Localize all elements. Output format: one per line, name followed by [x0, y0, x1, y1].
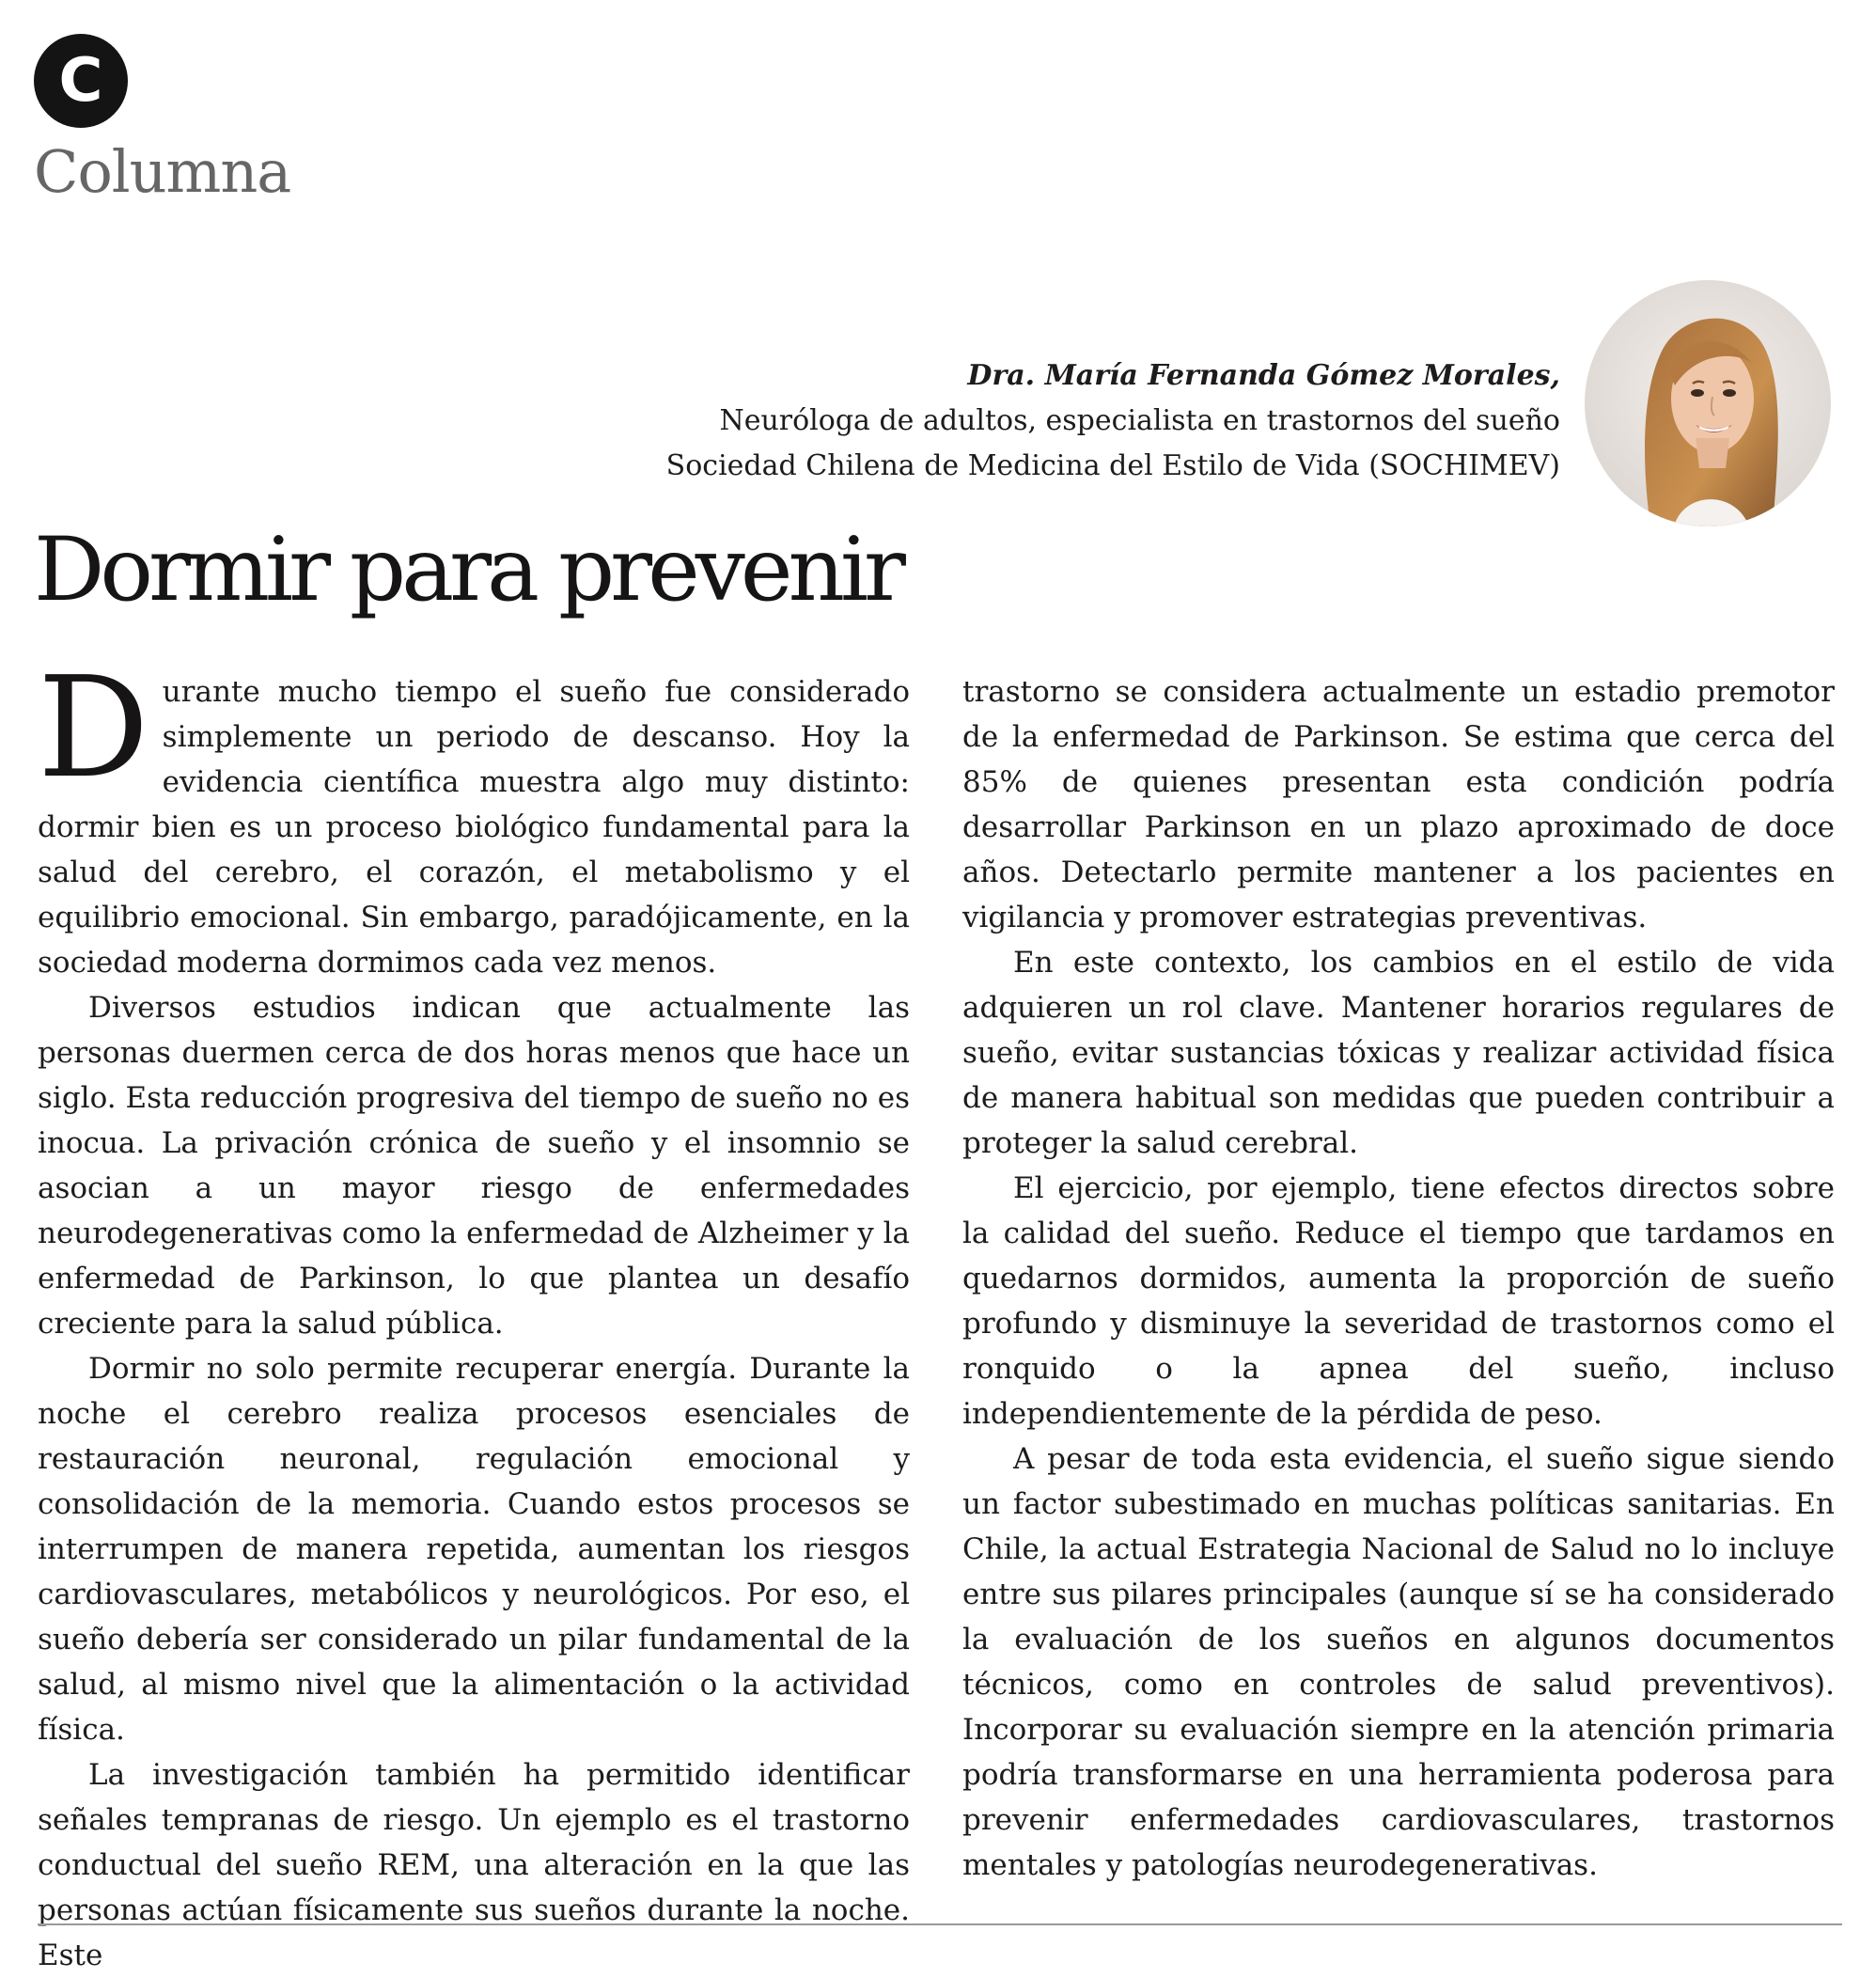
drop-cap: D [38, 647, 149, 808]
paragraph: La investigación también ha permitido identificar señales tempranas de riesgo. Un ejemplo es el trastorno conductual del sueño REM, una alteración en la que las personas actúan físicamente sus sueños durante la noche. Este [38, 1758, 910, 1972]
paragraph [38, 647, 910, 985]
paragraph: A pesar de toda esta evidencia, el sueño sigue siendo un factor subestimado en muchas políticas sanitarias. En Chile, la actual Estrategia Nacional de Salud no lo incluye entre sus pilares principales (aunque sí se ha considerado la evaluación de los sueños en algunos documentos técnicos, como en controles de salud preventivos). Incorporar su evaluación siempre en la atención primaria podría transformarse en una herramienta poderosa para prevenir enfermedades cardiovasculares, trastornos mentales y patologías neurodegenerativas. [962, 1442, 1835, 1882]
paragraph: Diversos estudios indican que actualmente las personas duermen cerca de dos horas menos que hace un siglo. Esta reducción progresiva del tiempo de sueño no es inocua. La privación crónica de sueño y el insomnio se asocian a un mayor riesgo de enfermedades neurodegenerativas como la enfermedad de Alzheimer y la enfermedad de Parkinson, lo que plantea un desafío creciente para la salud pública. [38, 991, 910, 1341]
paragraph: trastorno se considera actualmente un estadio premotor de la enfermedad de Parkinson. Se estima que cerca del 85% de quienes presentan esta condición podría desarrollar Parkinson en un plazo aproximado de doce años. Detectarlo permite mantener a los pacientes en vigilancia y promover estrategias preventivas. [962, 675, 1835, 934]
author-byline [666, 353, 1560, 489]
author-name: Dra. María Fernanda Gómez Morales, [967, 359, 1560, 392]
article-headline: Dormir para prevenir [34, 519, 901, 621]
author-photo [1585, 280, 1831, 526]
section-badge: C [34, 34, 128, 128]
paragraph: El ejercicio, por ejemplo, tiene efectos directos sobre la calidad del sueño. Reduce el tiempo que tardamos en quedarnos dormidos, aumenta la proporción de sueño profundo y disminuye la severidad de trastornos como el ronquido o la apnea del sueño, incluso independientemente de la pérdida de peso. [962, 1171, 1835, 1431]
author-organization: Sociedad Chilena de Medicina del Estilo de Vida (SOCHIMEV) [665, 449, 1560, 482]
paragraph-text: urante mucho tiempo el sueño fue considerado simplemente un periodo de descanso. Hoy la evidencia científica muestra algo muy distinto: dormir bien es un proceso biológico fundamental para la salud del cerebro, el corazón, el metabolismo y el equilibrio emocional. Sin embargo, paradójicamente, en la sociedad moderna dormimos cada vez menos. [38, 675, 910, 980]
paragraph: Dormir no solo permite recuperar energía. Durante la noche el cerebro realiza procesos esenciales de restauración neuronal, regulación emocional y consolidación de la memoria. Cuando estos procesos se interrumpen de manera repetida, aumentan los riesgos cardiovasculares, metabólicos y neurológicos. Por eso, el sueño debería ser considerado un pilar fundamental de la salud, al mismo nivel que la alimentación o la actividad física. [38, 1352, 910, 1747]
paragraph: En este contexto, los cambios en el estilo de vida adquieren un rol clave. Mantener horarios regulares de sueño, evitar sustancias tóxicas y realizar actividad física de manera habitual son medidas que pueden contribuir a proteger la salud cerebral. [962, 946, 1835, 1160]
author-portrait-illustration [1585, 280, 1831, 526]
bottom-divider [38, 1923, 1842, 1925]
article-column-left [38, 647, 910, 1978]
section-label: Columna [34, 137, 291, 206]
author-role: Neuróloga de adultos, especialista en trastornos del sueño [719, 404, 1560, 437]
article-column-right [962, 669, 1835, 1888]
